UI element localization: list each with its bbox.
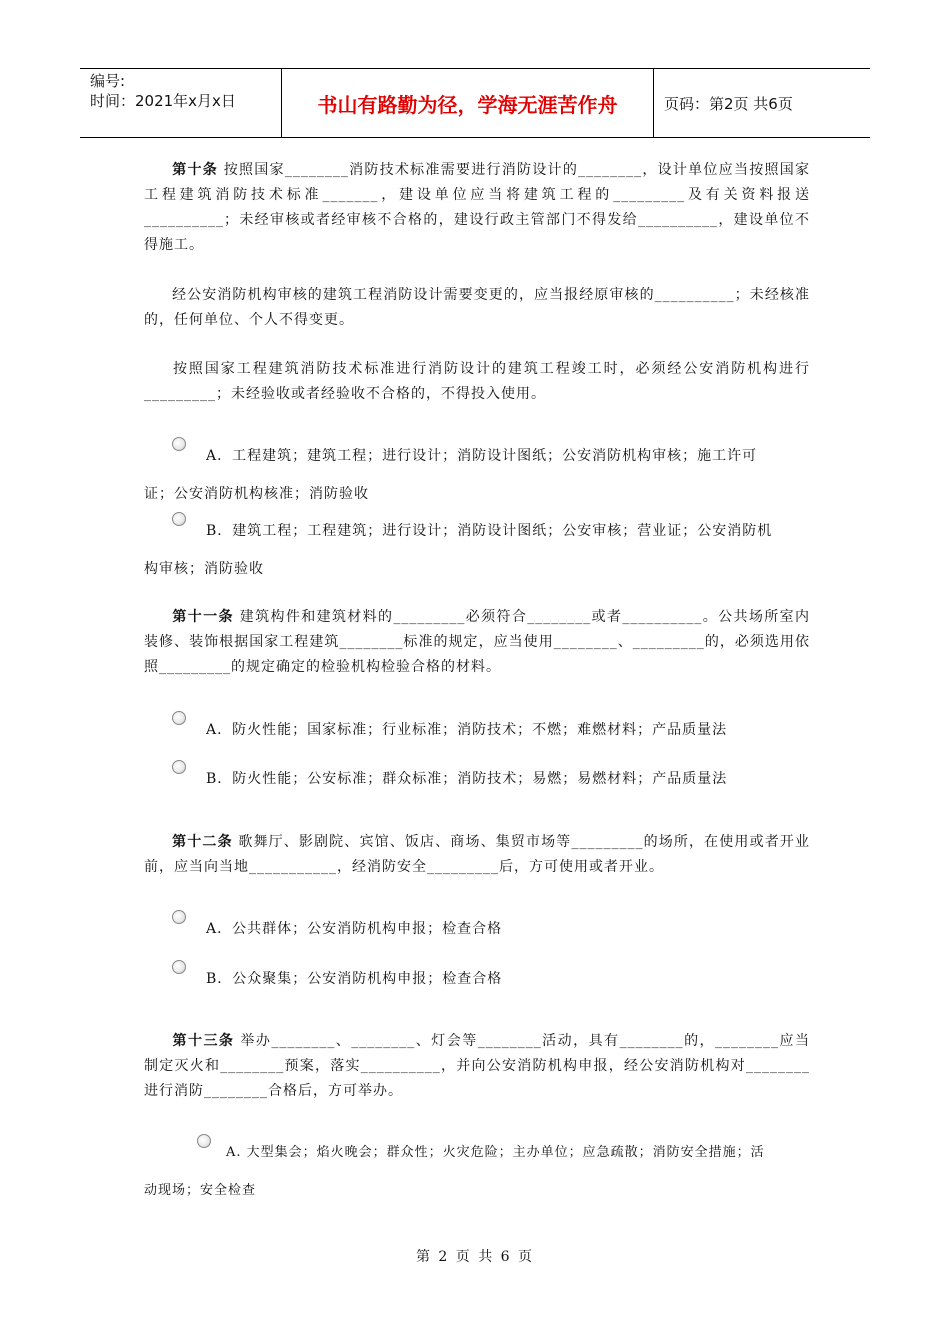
header-motto: 书山有路勤为径，学海无涯苦作舟	[282, 69, 654, 137]
article-13-option-a-line-1: A. 大型集会；焰火晚会；群众性；火灾危险；主办单位；应急疏散；消防安全措施；活	[226, 1145, 765, 1160]
article-11-option-b-radio[interactable]	[172, 760, 186, 774]
article-12-option-b-radio[interactable]	[172, 960, 186, 974]
page-footer: 第 2 页 共 6 页	[415, 1249, 535, 1265]
article-12-text: 歌舞厅、影剧院、宾馆、饭店、商场、集贸市场等_________的场所，在使用或者开业前，应当向当地___________，经消防安全_________后，方可使用或者开业。	[144, 834, 811, 875]
article-13-text: 举办________、________、灯会等________活动，具有________的，________应当制定灭火和________预案，落实__________，并向公安消防机构申报，经公安消防机构对________进行消防________合格后，方可举办。	[144, 1033, 811, 1099]
article-10-text: 按照国家________消防技术标准需要进行消防设计的________，设计单位应当按照国家工程建筑消防技术标准_______，建设单位应当将建筑工程的_________及有关资料报送__________；未经审核或者经审核不合格的，建设行政主管部门不得发给__________，建设单位不得施工。	[144, 162, 811, 253]
article-13-title: 第十三条	[172, 1033, 235, 1049]
header-meta	[80, 69, 282, 137]
article-10-text-3: 按照国家工程建筑消防技术标准进行消防设计的建筑工程竣工时，必须经公安消防机构进行_________；未经验收或者经验收不合格的，不得投入使用。	[144, 361, 810, 402]
article-11-option-a-radio[interactable]	[172, 711, 186, 725]
article-10-paragraph	[144, 158, 810, 258]
article-10-paragraph-2	[144, 283, 810, 333]
header-page-label: 页码：第2页 共6页	[664, 94, 793, 113]
article-10-option-b-line-2: 构审核；消防验收	[144, 561, 264, 577]
article-11-option-b: B．防火性能；公安标准；群众标准；消防技术；易燃；易燃材料；产品质量法	[206, 771, 728, 787]
article-10-option-b-radio[interactable]	[172, 512, 186, 526]
article-13-option-a-line-2: 动现场；安全检查	[144, 1183, 257, 1198]
article-11-title: 第十一条	[172, 609, 234, 625]
article-12-option-a: A．公共群体；公安消防机构申报；检查合格	[206, 921, 503, 937]
article-10-option-b-line-1: B．建筑工程；工程建筑；进行设计；消防设计图纸；公安审核；营业证；公安消防机	[206, 523, 773, 539]
article-12-paragraph	[144, 830, 810, 880]
article-10-option-a-line-1: A．工程建筑；建筑工程；进行设计；消防设计图纸；公安消防机构审核；施工许可	[206, 448, 758, 464]
article-10-option-a-radio[interactable]	[172, 437, 186, 451]
article-10-option-a-line-2: 证；公安消防机构核准；消防验收	[144, 486, 369, 502]
article-12-title: 第十二条	[172, 834, 233, 850]
article-11-option-a: A．防火性能；国家标准；行业标准；消防技术；不燃；难燃材料；产品质量法	[206, 722, 728, 738]
document-number-label: 编号:	[90, 72, 126, 90]
page-header	[80, 68, 870, 138]
article-10-paragraph-3	[144, 357, 810, 407]
article-10-title: 第十条	[172, 162, 219, 178]
article-10-text-2: 经公安消防机构审核的建筑工程消防设计需要变更的，应当报经原审核的__________；未经核准的，任何单位、个人不得变更。	[144, 287, 810, 328]
article-11-text: 建筑构件和建筑材料的_________必须符合________或者__________。公共场所室内装修、装饰根据国家工程建筑________标准的规定，应当使用________、_________的，必须选用依照_________的规定确定的检验机构检验合格的材料。	[144, 609, 811, 675]
article-11-paragraph	[144, 605, 810, 680]
article-12-option-a-radio[interactable]	[172, 910, 186, 924]
document-time-label: 时间：2021年x月x日	[90, 92, 236, 110]
article-13-paragraph	[144, 1029, 810, 1104]
article-13-option-a-radio[interactable]	[197, 1134, 211, 1148]
article-12-option-b: B．公众聚集；公安消防机构申报；检查合格	[206, 971, 503, 987]
